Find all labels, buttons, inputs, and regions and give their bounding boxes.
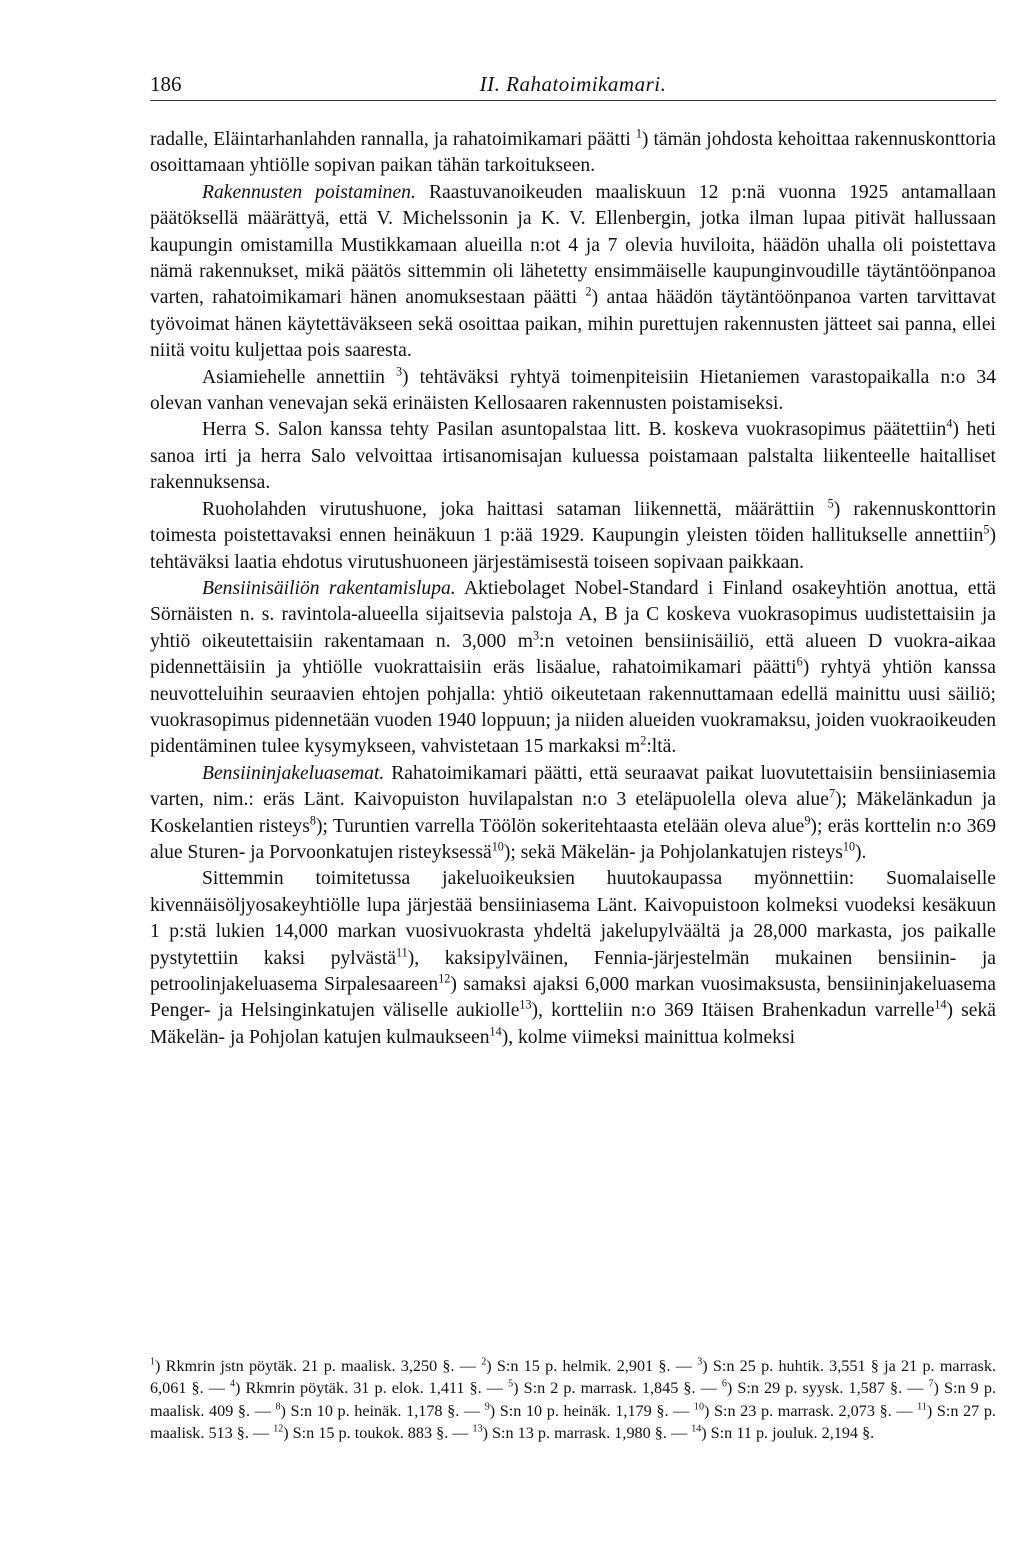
footnote-text: ) S:n 10 p. heinäk. 1,178 §. —: [280, 1401, 485, 1420]
footnote-ref: 6: [796, 654, 803, 669]
header-rule: [150, 100, 996, 101]
footnote-ref: 3: [395, 364, 403, 379]
footnote-number: 7: [928, 1379, 934, 1391]
footnote-text: ) S:n 13 p. marrask. 1,980 §. —: [482, 1424, 692, 1443]
footnote-text: ) S:n 25 p. huhtik. 3,551 § ja 21 p. marrask. 6,061 §. —: [150, 1357, 997, 1398]
footnote-number: 12: [273, 1423, 284, 1435]
page-header: [150, 66, 996, 106]
footnote-block: [150, 1355, 996, 1445]
footnote-text: ) S:n 11 p. jouluk. 2,194 §.: [701, 1424, 875, 1443]
unit-exponent: 3: [532, 628, 540, 643]
footnote-ref: 5: [827, 496, 834, 511]
footnote-number: 6: [721, 1379, 727, 1391]
footnote-text: ) S:n 29 p. syysk. 1,587 §. —: [726, 1379, 929, 1398]
footnote-text: ) Rkmrin pöytäk. 31 p. elok. 1,411 §. —: [235, 1379, 509, 1398]
paragraph: Bensiinisäiliön rakentamislupa. Aktiebolaget Nobel-Standard i Finland osakeyhtiön anottua, että Sörnäisten n. s. ravintola-alueella sijaitsevia palstoja A, B ja C koskeva vuokrasopimus uudistettaisiin ja yhtiö oikeutettaisiin rakentamaan n. 3,000 $m^3:n$ vetoinen bensiinisäiliö, että alueen D vuokra-aikaa pidennettäisiin ja yhtiölle vuokrattaisiin eräs lisäalue, rahatoimikamari päätti$^6$) ryhtyä yhtiön kanssa neuvotteluihin seuraavien ehtojen pohjalla: yhtiö oikeutetaan rakennuttamaan edellä mainittu uusi säiliö; vuokrasopimus pidennetään vuoden 1940 loppuun; ja niiden alueiden vuokramaksu, joiden vuokraoikeuden pidentäminen tulee kysymykseen, vahvistetaan 15 markaksi $m^2:ltä$.: [150, 577, 997, 758]
page-number: 186: [150, 72, 182, 96]
paragraph: Herra S. Salon kanssa tehty Pasilan asuntopalstaa litt. B. koskeva vuokrasopimus päätettiin$^4$) heti sanoa irti ja herra Salo velvoittaa irtisanomisajan kuluessa poistamaan palstalta liikenteelle haitalliset rakennuksensa.: [150, 416, 996, 494]
footnote-ref: 10: [842, 839, 856, 854]
footnote-ref: 8: [309, 813, 316, 828]
footnote-number: 5: [508, 1379, 514, 1391]
footnote-number: 3: [697, 1356, 703, 1368]
running-head: II. Rahatoimikamari.: [479, 72, 667, 96]
paragraph: Rakennusten poistaminen. Raastuvanoikeuden maaliskuun 12 p:nä vuonna 1925 antamallaan päätöksellä määrättyä, että V. Michelssonin ja K. V. Ellenbergin, jotka ilman lupaa pitivät hallussaan kaupungin omistamilla Mustikkamaan alueilla n:ot 4 ja 7 olevia huviloita, häädön uhalla oli poistettava nämä rakennukset, mikä päätös sittemmin oli lähetetty ensimmäiselle kaupunginvoudille täytäntöönpanoa varten, rahatoimikamari hänen anomuksestaan päätti $^2$) antaa häädön täytäntöönpanoa varten tarvittavat työvoimat hänen käytettäväkseen sekä osoittaa paikan, mihin purettujen rakennusten jätteet sai panna, ellei niitä voitu kuljettaa pois saaresta.: [150, 181, 996, 362]
footnote-ref: 13: [519, 997, 532, 1012]
footnote-ref: 9: [804, 813, 811, 828]
footnote-number: 9: [484, 1401, 490, 1413]
footnote-text: ) S:n 2 p. marrask. 1,845 §. —: [513, 1379, 722, 1398]
footnote-text: ) S:n 9 p. maalisk. 409 §. —: [150, 1379, 996, 1420]
footnote-ref: 1: [635, 126, 642, 141]
footnote-text: ) S:n 23 p. marrask. 2,073 §. —: [703, 1401, 918, 1420]
footnote-ref: 14: [934, 997, 947, 1012]
footnote-text: ) S:n 15 p. toukok. 883 §. —: [283, 1424, 473, 1443]
footnote-number: 1: [150, 1356, 156, 1368]
footnote-text: ) S:n 15 p. helmik. 2,901 §. —: [486, 1357, 698, 1375]
footnote-number: 13: [472, 1423, 483, 1435]
footnote-number: 11: [917, 1401, 927, 1413]
footnotes: [150, 1355, 996, 1445]
paragraph: Ruoholahden virutushuone, joka haittasi sataman liikennettä, määrättiin $^5$) rakennuskonttorin toimesta poistettavaksi ennen heinäkuun 1 p:ää 1929. Kaupungin yleisten töiden hallitukselle annettiin$^5$) tehtäväksi laatia ehdotus virutushuoneen järjestämisestä toiseen sopivaan paikkaan.: [150, 496, 996, 573]
footnote-number: 2: [481, 1356, 487, 1368]
footnote-number: 4: [230, 1379, 236, 1391]
footnote-number: 8: [275, 1401, 281, 1413]
footnote-number: 14: [691, 1423, 702, 1435]
paragraph: Bensiininjakeluasemat. Rahatoimikamari päätti, että seuraavat paikat luovutettaisiin bensiiniasemia varten, nim.: eräs Länt. Kaivopuiston huvilapalstan n:o 3 eteläpuolella oleva alue$^7$); Mäkelänkadun ja Koskelantien risteys$^8$); Turuntien varrella Töölön sokeritehtaasta etelään oleva alue$^9$); eräs korttelin n:o 369 alue Sturen- ja Porvoonkatujen risteyksessä$^{10}$); sekä Mäkelän- ja Pohjolankatujen risteys$^{10}$).: [150, 762, 997, 863]
unit-exponent: 2: [640, 733, 647, 748]
section-heading: Bensiinisäiliön rakentamislupa.: [202, 577, 456, 599]
footnote-ref: 4: [946, 416, 953, 431]
footnote-text: ) S:n 10 p. heinäk. 1,179 §. —: [489, 1401, 694, 1420]
paragraph: radalle, Eläintarhanlahden rannalla, ja rahatoimikamari päätti $^1$) tämän johdosta kehoittaa rakennuskonttoria osoittamaan yhtiölle sopivan paikan tähän tarkoitukseen.: [150, 126, 996, 177]
footnote-ref: 7: [829, 786, 836, 801]
footnote-ref: 5: [983, 522, 990, 537]
footnote-ref: 11: [396, 945, 408, 960]
paragraph: Sittemmin toimitetussa jakeluoikeuksien huutokaupassa myönnettiin: Suomalaiselle kivennäisöljyosakeyhtiölle lupa järjestää bensiiniasema Länt. Kaivopuistoon kolmeksi vuodeksi kesäkuun 1 p:stä lukien 14,000 markan vuosivuokrasta yhdeltä jakelupylväältä ja 28,000 markasta, jos paikalle pystytettiin kaksi pylvästä$^{11}$), kaksipylväinen, Fennia-järjestelmän mukainen bensiinin- ja petroolinjakeluasema Sirpalesaareen$^{12}$) samaksi ajaksi 6,000 markan vuosimaksusta, bensiininjakeluasema Penger- ja Helsinginkatujen väliselle aukiolle$^{13}$), kortteliin n:o 369 Itäisen Brahenkadun varrelle$^{14}$) sekä Mäkelän- ja Pohjolan katujen kulmaukseen$^{14}$), kolme viimeksi mainittua kolmeksi: [150, 868, 997, 1048]
paragraph: Asiamiehelle annettiin $^3$) tehtäväksi ryhtyä toimenpiteisiin Hietaniemen varastopaikalla n:o 34 olevan vanhan venevajan sekä erinäisten Kellosaaren rakennusten poistamiseksi.: [150, 364, 996, 415]
footnote-ref: 12: [438, 971, 451, 986]
footnote-number: 10: [693, 1401, 704, 1413]
footnote-ref: 14: [489, 1024, 502, 1039]
footnote-ref: 2: [585, 284, 592, 299]
section-heading: Bensiininjakeluasemat.: [202, 762, 385, 784]
footnote-ref: 10: [491, 839, 504, 854]
body-text: [150, 127, 996, 1051]
footnote-text: ) Rkmrin jstn pöytäk. 21 p. maalisk. 3,250 §. —: [155, 1357, 482, 1375]
section-heading: Rakennusten poistaminen.: [202, 181, 416, 203]
footnote-text: ) S:n 27 p. maalisk. 513 §. —: [150, 1401, 996, 1443]
